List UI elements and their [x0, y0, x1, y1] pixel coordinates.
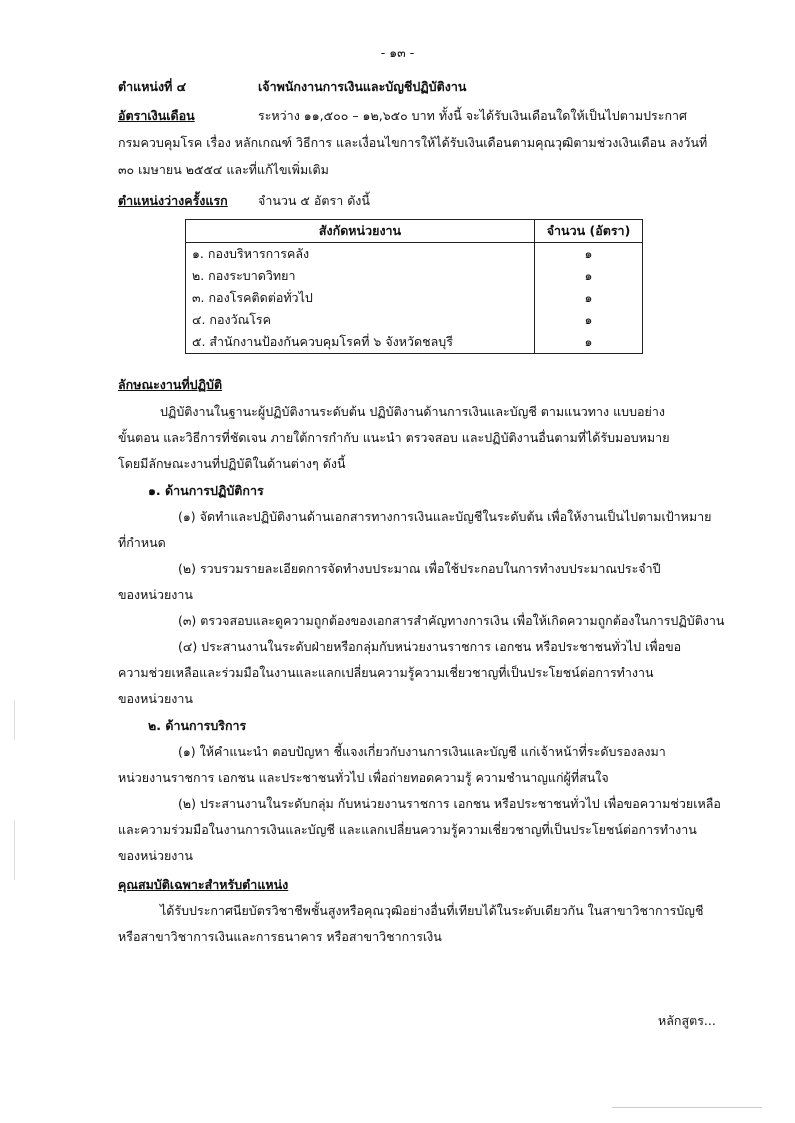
- table-cell-count: ๑: [535, 243, 643, 266]
- section1-line: ของหน่วยงาน: [118, 587, 193, 602]
- page-number: - ๑๓ -: [380, 45, 415, 60]
- vacancy-text: จำนวน ๕ อัตรา ดังนี้: [258, 193, 370, 208]
- section2-heading: ๒. ด้านการบริการ: [148, 718, 247, 733]
- duties-intro-line-2: ขั้นตอน และวิธีการที่ชัดเจน ภายใต้การกำกับ แนะนำ ตรวจสอบ และปฏิบัติงานอื่นตามที่ได้รับมอบหมาย: [118, 430, 670, 445]
- section2-line: (๒) ประสานงานในระดับกลุ่ม กับหน่วยงานราชการ เอกชน หรือประชาชนทั่วไป เพื่อขอความช่วยเหลือ: [178, 796, 721, 811]
- section2-line: (๑) ให้คำแนะนำ ตอบปัญหา ชี้แจงเกี่ยวกับงานการเงินและบัญชี แก่เจ้าหน้าที่ระดับรองลงมา: [178, 744, 666, 759]
- section2-line: ของหน่วยงาน: [118, 848, 193, 863]
- table-row: [186, 265, 643, 287]
- footer-rule: [612, 1107, 762, 1108]
- section1-line: (๒) รวบรวมรายละเอียดการจัดทำงบประมาณ เพื่อใช้ประกอบในการทำงบประมาณประจำปี: [178, 561, 661, 576]
- table-header-count: จำนวน (อัตรา): [535, 220, 643, 243]
- table-cell-unit: ๔. กองวัณโรค: [186, 309, 535, 331]
- table-cell-count: ๑: [535, 309, 643, 331]
- salary-line-3: ๓๐ เมษายน ๒๕๕๔ และที่แก้ไขเพิ่มเติม: [118, 162, 329, 177]
- position-title: เจ้าพนักงานการเงินและบัญชีปฏิบัติงาน: [258, 79, 467, 94]
- section1-line: (๑) จัดทำและปฏิบัติงานด้านเอกสารทางการเงินและบัญชีในระดับต้น เพื่อให้งานเป็นไปตามเป้าหมาย: [178, 509, 712, 524]
- table-cell-unit: ๒. กองระบาดวิทยา: [186, 265, 535, 287]
- position-label: ตำแหน่งที่ ๔: [118, 79, 187, 94]
- section1-line: (๔) ประสานงานในระดับฝ่ายหรือกลุ่มกับหน่วยงานราชการ เอกชน หรือประชาชนทั่วไป เพื่อขอ: [178, 639, 682, 654]
- qualifications-line-2: หรือสาขาวิชาการเงินและการธนาคาร หรือสาขาวิชาการเงิน: [118, 929, 442, 944]
- table-cell-count: ๑: [535, 287, 643, 309]
- table-row: [186, 331, 643, 354]
- section1-line: ของหน่วยงาน: [118, 691, 193, 706]
- vacancy-label: ตำแหน่งว่างครั้งแรก: [118, 193, 228, 208]
- table-row: [186, 309, 643, 331]
- duties-intro-line-3: โดยมีลักษณะงานที่ปฏิบัติในด้านต่างๆ ดังนี้: [118, 456, 346, 471]
- salary-line-2: กรมควบคุมโรค เรื่อง หลักเกณฑ์ วิธีการ และเงื่อนไขการให้ได้รับเงินเดือนตามคุณวุฒิตามช่วงเงินเดือน ลงวันที่: [118, 135, 708, 150]
- continuation-text: หลักสูตร...: [658, 1013, 716, 1028]
- table-cell-unit: ๕. สำนักงานป้องกันควบคุมโรคที่ ๖ จังหวัดชลบุรี: [186, 331, 535, 354]
- qualifications-heading: คุณสมบัติเฉพาะสำหรับตำแหน่ง: [118, 877, 289, 892]
- section1-line: ที่กำหนด: [118, 535, 166, 550]
- scan-margin-mark: [14, 700, 15, 740]
- section1-heading: ๑. ด้านการปฏิบัติการ: [148, 483, 264, 498]
- section2-line: หน่วยงานราชการ เอกชน และประชาชนทั่วไป เพื่อถ่ายทอดความรู้ ความชำนาญแก่ผู้ที่สนใจ: [118, 770, 609, 785]
- qualifications-line-1: ได้รับประกาศนียบัตรวิชาชีพชั้นสูงหรือคุณวุฒิอย่างอื่นที่เทียบได้ในระดับเดียวกัน ในสาขาวิชาการบัญชี: [160, 903, 704, 918]
- table-header-row: [186, 220, 643, 243]
- table-row: [186, 287, 643, 309]
- table-cell-count: ๑: [535, 331, 643, 354]
- section2-line: และความร่วมมือในงานการเงินและบัญชี และแลกเปลี่ยนความรู้ความเชี่ยวชาญที่เป็นประโยชน์ต่อการทำงาน: [118, 822, 697, 837]
- section1-line: (๓) ตรวจสอบและดูความถูกต้องของเอกสารสำคัญทางการเงิน เพื่อให้เกิดความถูกต้องในการปฏิบัติงาน: [178, 613, 725, 628]
- duties-intro-line-1: ปฏิบัติงานในฐานะผู้ปฏิบัติงานระดับต้น ปฏิบัติงานด้านการเงินและบัญชี ตามแนวทาง แบบอย่าง: [160, 404, 665, 419]
- salary-line-1: ระหว่าง ๑๑,๕๐๐ – ๑๒,๖๕๐ บาท ทั้งนี้ จะได้รับเงินเดือนใดให้เป็นไปตามประกาศ: [258, 108, 687, 123]
- table-cell-unit: ๑. กองบริหารการคลัง: [186, 243, 535, 266]
- section1-line: ความช่วยเหลือและร่วมมือในงานและแลกเปลี่ยนความรู้ความเชี่ยวชาญที่เป็นประโยชน์ต่อการทำงาน: [118, 665, 654, 680]
- scan-margin-mark: [14, 820, 15, 880]
- table-cell-count: ๑: [535, 265, 643, 287]
- duties-heading: ลักษณะงานที่ปฏิบัติ: [118, 377, 223, 392]
- table-header-unit: สังกัดหน่วยงาน: [186, 220, 535, 243]
- table-cell-unit: ๓. กองโรคติดต่อทั่วไป: [186, 287, 535, 309]
- units-table: [185, 219, 643, 354]
- salary-label: อัตราเงินเดือน: [118, 108, 195, 123]
- table-row: [186, 243, 643, 266]
